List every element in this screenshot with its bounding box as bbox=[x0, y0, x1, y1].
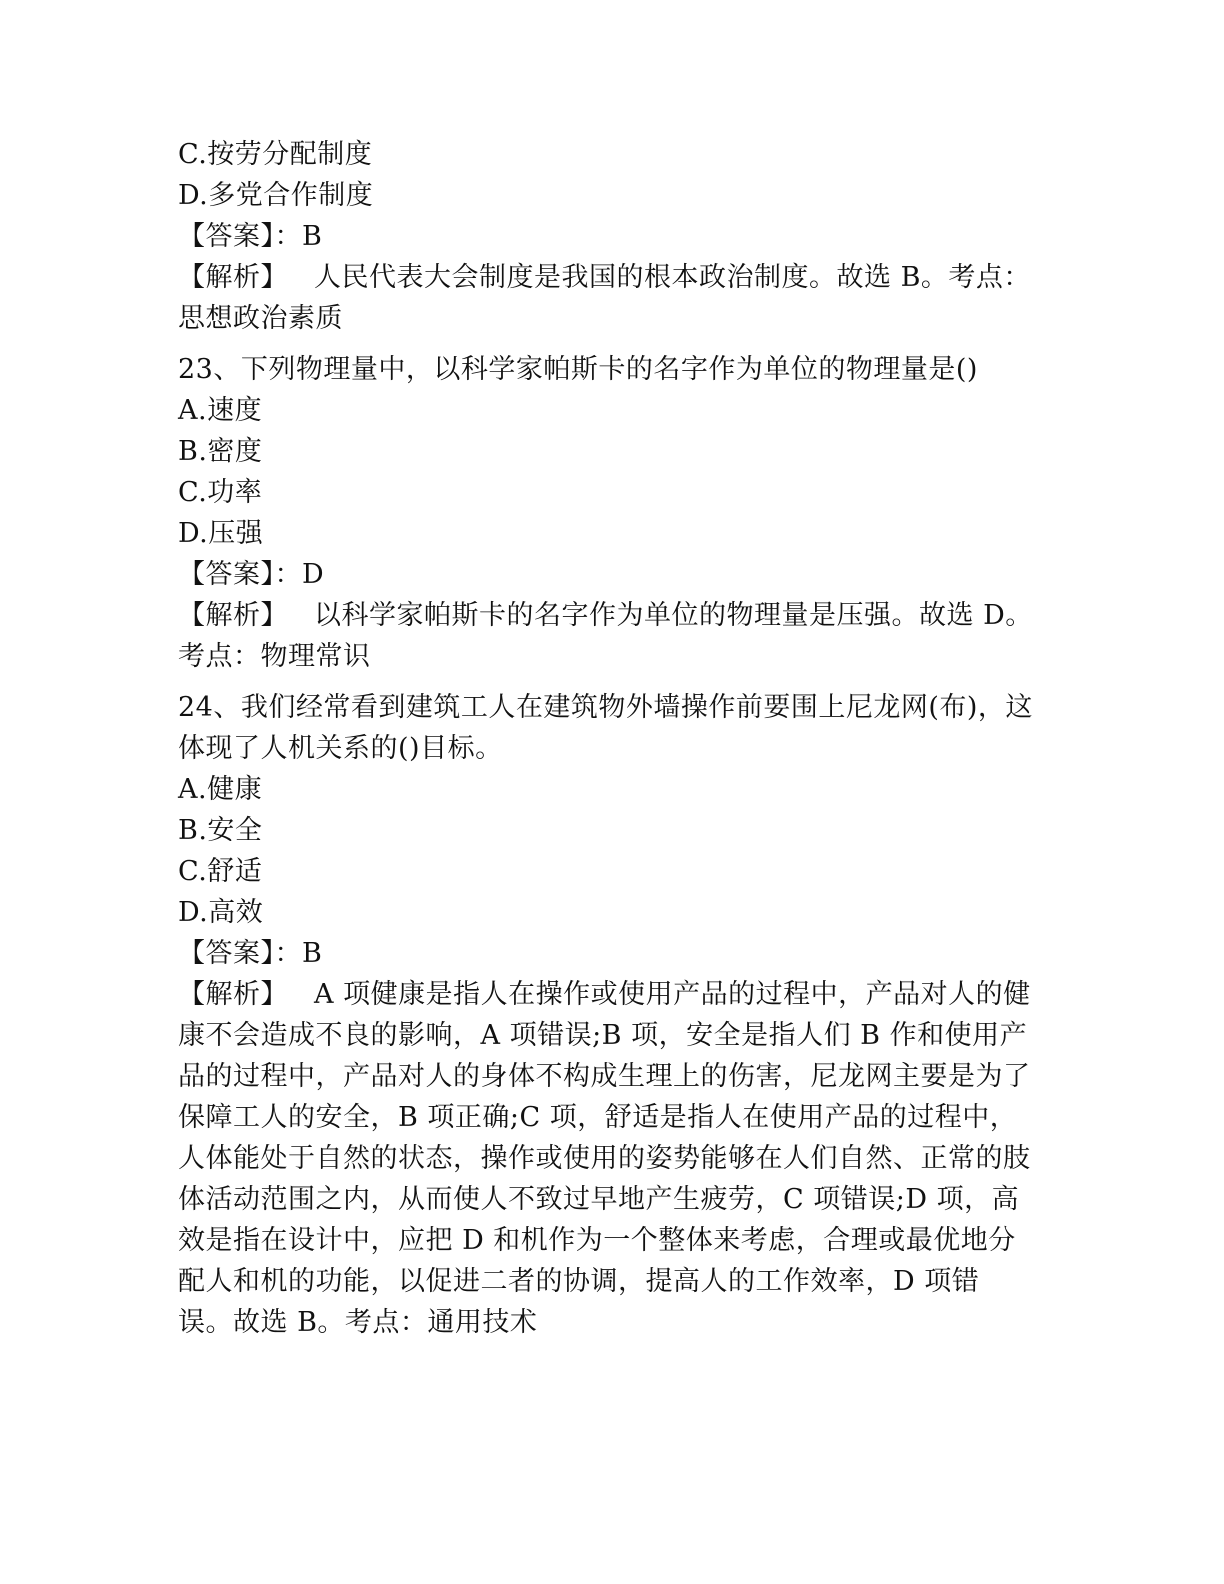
option-c: C.舒适 bbox=[178, 856, 263, 887]
option-b: B.安全 bbox=[178, 815, 263, 846]
answer-line: 【答案】：D bbox=[178, 559, 325, 590]
option-a: A.速度 bbox=[178, 395, 263, 426]
option-d: D.压强 bbox=[178, 518, 264, 549]
option-b: B.密度 bbox=[178, 436, 263, 467]
option-d: D.高效 bbox=[178, 897, 264, 928]
option-c: C.按劳分配制度 bbox=[178, 139, 373, 170]
question-stem: 24、我们经常看到建筑工人在建筑物外墙操作前要围上尼龙网(布)，这体现了人机关系的()目标。 bbox=[178, 692, 1033, 764]
option-d: D.多党合作制度 bbox=[178, 180, 374, 211]
analysis-text: A 项健康是指人在操作或使用产品的过程中，产品对人的健康不会造成不良的影响，A 项错误;B 项，安全是指人们 B 作和使用产品的过程中，产品对人的身体不构成生理上的伤害，尼龙网主要是为了保障工人的安全，B 项正确;C 项，舒适是指人在使用产品的过程中，人体能处于自然的状态，操作或使用的姿势能够在人们自然、正常的肢体活动范围之内，从而使人不致过早地产生疲劳，C 项错误;D 项，高效是指在设计中，应把 D 和机作为一个整体来考虑，合理或最优地分配人和机的功能，以促进二者的协调，提高人的工作效率，D 项错误。故选 B。考点：通用技术 bbox=[178, 979, 1031, 1338]
analysis-label: 【解析】 bbox=[178, 979, 288, 1010]
analysis-block bbox=[178, 974, 1033, 1343]
analysis-block bbox=[178, 595, 1033, 677]
analysis-label: 【解析】 bbox=[178, 262, 288, 293]
analysis-text: 人民代表大会制度是我国的根本政治制度。故选 B。考点：思想政治素质 bbox=[178, 262, 1031, 334]
analysis-block bbox=[178, 257, 1033, 339]
analysis-label: 【解析】 bbox=[178, 600, 288, 631]
document-page bbox=[178, 134, 1048, 1343]
question-stem: 23、下列物理量中，以科学家帕斯卡的名字作为单位的物理量是() bbox=[178, 354, 978, 385]
option-c: C.功率 bbox=[178, 477, 263, 508]
answer-line: 【答案】：B bbox=[178, 938, 323, 969]
answer-line: 【答案】：B bbox=[178, 221, 323, 252]
analysis-text: 以科学家帕斯卡的名字作为单位的物理量是压强。故选 D。考点：物理常识 bbox=[178, 600, 1033, 672]
option-a: A.健康 bbox=[178, 774, 263, 805]
